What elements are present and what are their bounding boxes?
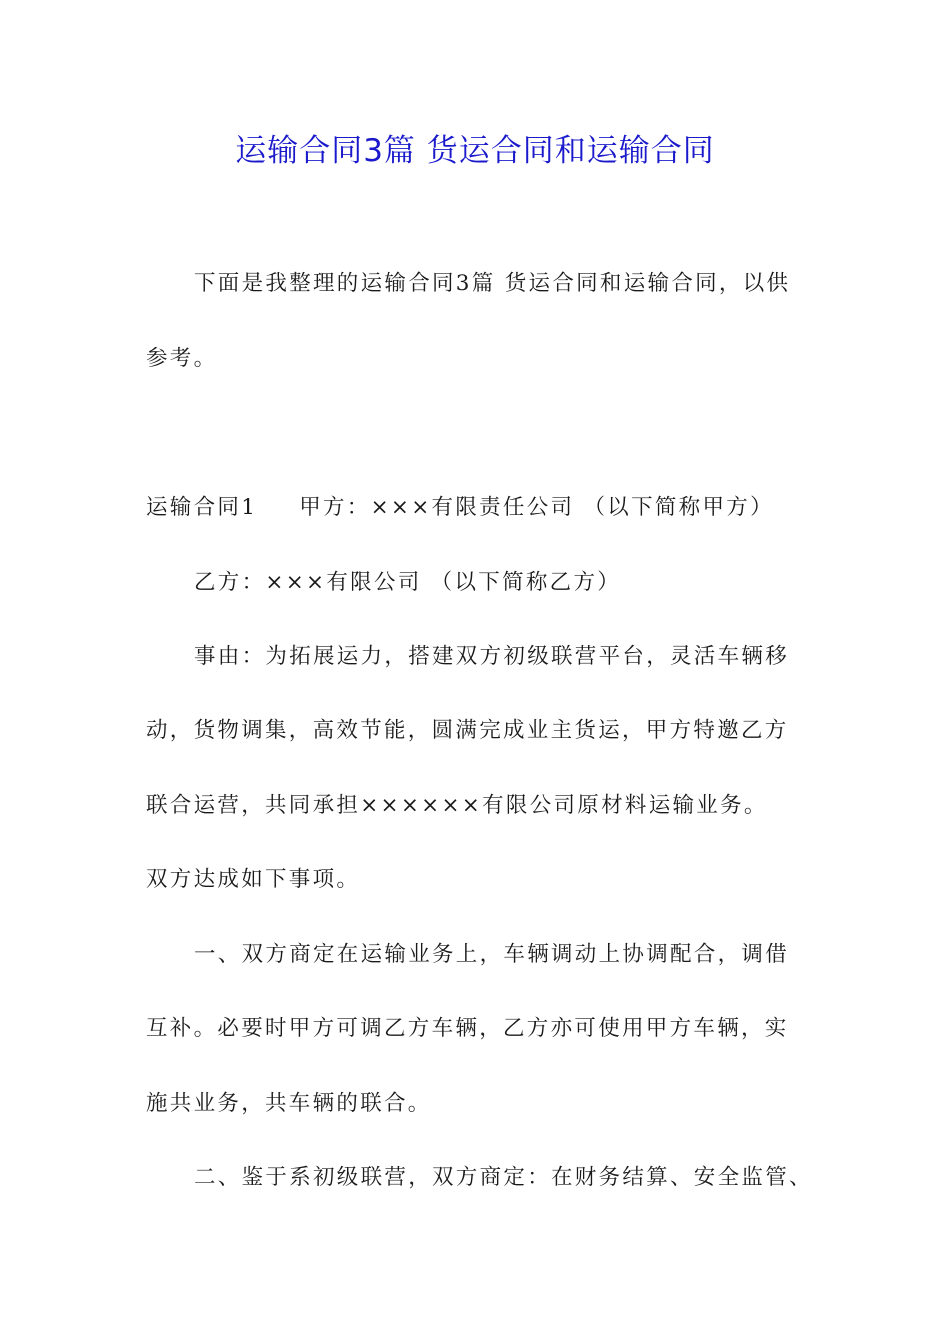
reason-line-2: 动，货物调集，高效节能，圆满完成业主货运，甲方特邀乙方 xyxy=(146,718,789,743)
contract-heading-line xyxy=(146,492,846,524)
reason-line-3: 联合运营，共同承担××××××有限公司原材料运输业务。 xyxy=(146,793,768,818)
contract-heading: 运输合同1 xyxy=(146,495,258,520)
item1-line-3: 施共业务，共车辆的联合。 xyxy=(146,1091,432,1116)
party-a: 甲方：×××有限责任公司 （以下简称甲方） xyxy=(299,495,774,520)
item1-line-1: 一、双方商定在运输业务上，车辆调动上协调配合，调借 xyxy=(194,942,790,967)
document-title: 运输合同3篇 货运合同和运输合同 xyxy=(235,133,715,169)
party-b: 乙方：×××有限公司 （以下简称乙方） xyxy=(194,570,622,595)
item2-line-1: 二、鉴于系初级联营，双方商定：在财务结算、安全监管、 xyxy=(194,1165,813,1190)
reason-line-4: 双方达成如下事项。 xyxy=(146,867,361,892)
item1-line-2: 互补。必要时甲方可调乙方车辆，乙方亦可使用甲方车辆，实 xyxy=(146,1016,789,1041)
intro-line-2: 参考。 xyxy=(146,346,218,371)
reason-line-1: 事由：为拓展运力，搭建双方初级联营平台，灵活车辆移 xyxy=(194,644,790,669)
intro-line-1: 下面是我整理的运输合同3篇 货运合同和运输合同，以供 xyxy=(194,271,791,296)
